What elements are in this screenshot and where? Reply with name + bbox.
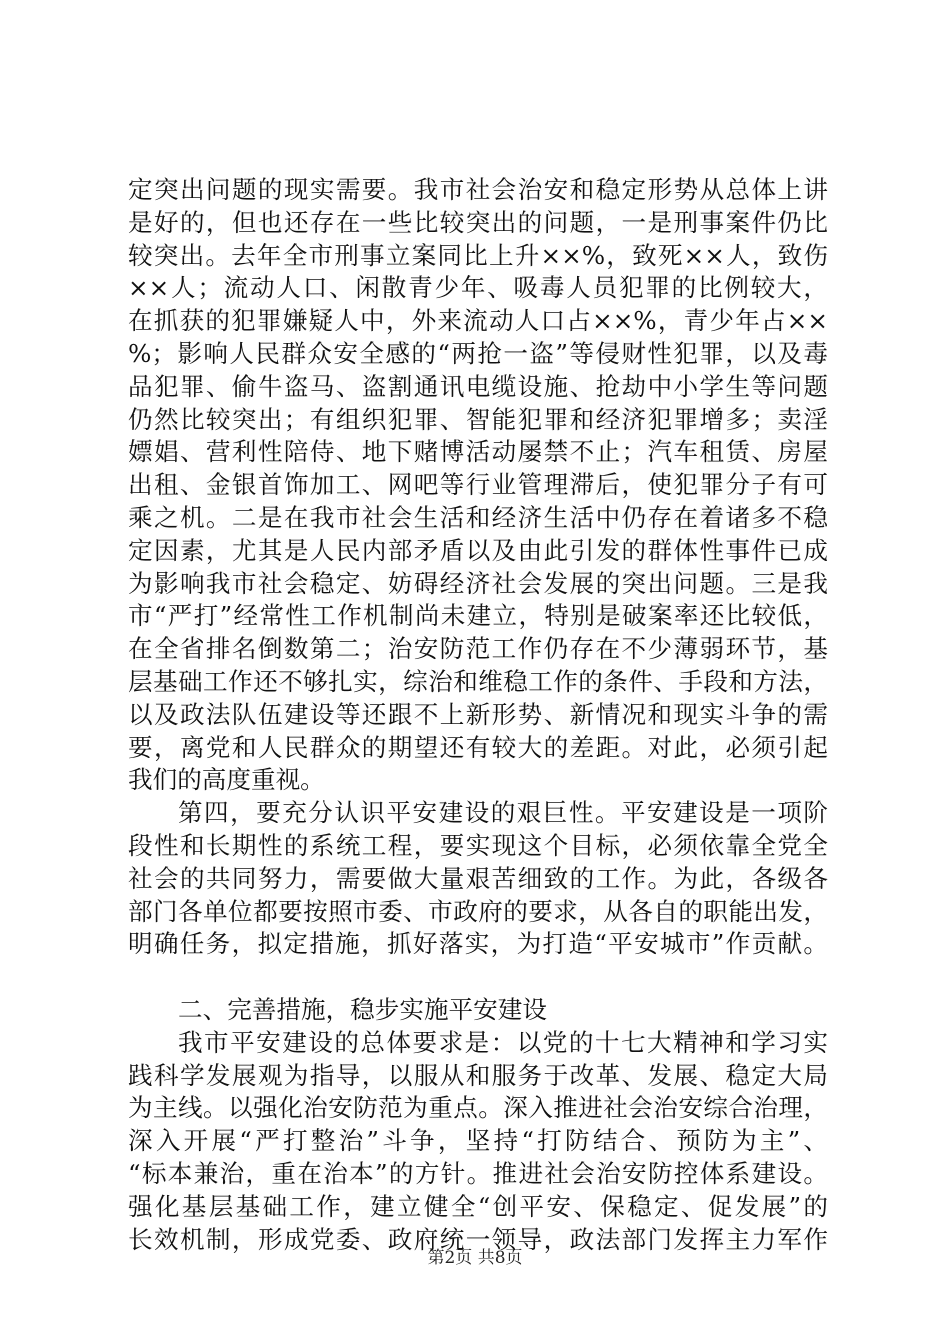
- text-line: 段性和长期性的系统工程，要实现这个目标，必须依靠全党全: [128, 830, 828, 860]
- text-line: 乘之机。二是在我市社会生活和经济生活中仍存在着诸多不稳: [128, 502, 828, 532]
- text-line: 我市平安建设的总体要求是：以党的十七大精神和学习实: [178, 1027, 828, 1057]
- document-body: [128, 174, 828, 1256]
- text-line: 层基础工作还不够扎实，综治和维稳工作的条件、手段和方法，: [128, 666, 828, 696]
- text-line: 部门各单位都要按照市委、市政府的要求，从各自的职能出发，: [128, 896, 828, 926]
- text-line: 市“严打”经常性工作机制尚未建立，特别是破案率还比较低，: [128, 601, 828, 631]
- text-line: 深入开展“严打整治”斗争，坚持“打防结合、预防为主”、: [128, 1126, 828, 1156]
- text-line: 在全省排名倒数第二；治安防范工作仍存在不少薄弱环节，基: [128, 634, 828, 664]
- text-line: 品犯罪、偷牛盗马、盗割通讯电缆设施、抢劫中小学生等问题: [128, 371, 828, 401]
- text-line: 社会的共同努力，需要做大量艰苦细致的工作。为此，各级各: [128, 863, 828, 893]
- text-line: 第四，要充分认识平安建设的艰巨性。平安建设是一项阶: [178, 798, 828, 828]
- page-number: 第2页 共8页: [427, 1248, 523, 1268]
- text-line: 出租、金银首饰加工、网吧等行业管理滞后，使犯罪分子有可: [128, 470, 828, 500]
- text-line: 以及政法队伍建设等还跟不上新形势、新情况和现实斗争的需: [128, 699, 828, 729]
- text-line: 定因素，尤其是人民内部矛盾以及由此引发的群体性事件已成: [128, 535, 828, 565]
- text-line: 在抓获的犯罪嫌疑人中，外来流动人口占××%，青少年占××: [128, 306, 828, 336]
- text-line: 长效机制，形成党委、政府统一领导，政法部门发挥主力军作: [128, 1224, 828, 1254]
- text-line: 是好的，但也还存在一些比较突出的问题，一是刑事案件仍比: [128, 207, 828, 237]
- text-line: “标本兼治，重在治本”的方针。推进社会治安防控体系建设。: [128, 1158, 828, 1188]
- text-line: %；影响人民群众安全感的“两抢一盗”等侵财性犯罪，以及毒: [128, 338, 828, 368]
- page-footer: [0, 1246, 950, 1270]
- text-line: 要，离党和人民群众的期望还有较大的差距。对此，必须引起: [128, 732, 828, 762]
- text-line: 践科学发展观为指导，以服从和服务于改革、发展、稳定大局: [128, 1060, 828, 1090]
- text-line: 较突出。去年全市刑事立案同比上升××%，致死××人，致伤: [128, 240, 828, 270]
- text-line: 强化基层基础工作，建立健全“创平安、保稳定、促发展”的: [128, 1191, 828, 1221]
- text-line: 我们的高度重视。: [128, 765, 325, 795]
- text-line: 为影响我市社会稳定、妨碍经济社会发展的突出问题。三是我: [128, 568, 828, 598]
- section-heading: 二、完善措施，稳步实施平安建设: [178, 994, 547, 1024]
- text-line: 仍然比较突出；有组织犯罪、智能犯罪和经济犯罪增多；卖淫: [128, 404, 828, 434]
- text-line: 嫖娼、营利性陪侍、地下赌博活动屡禁不止；汽车租赁、房屋: [128, 437, 828, 467]
- blank-line: [128, 961, 828, 994]
- text-line: 为主线。以强化治安防范为重点。深入推进社会治安综合治理，: [128, 1093, 828, 1123]
- text-line: 定突出问题的现实需要。我市社会治安和稳定形势从总体上讲: [128, 175, 828, 204]
- text-line: ××人；流动人口、闲散青少年、吸毒人员犯罪的比例较大，: [128, 273, 828, 303]
- text-line: 明确任务，拟定措施，抓好落实，为打造“平安城市”作贡献。: [128, 929, 828, 959]
